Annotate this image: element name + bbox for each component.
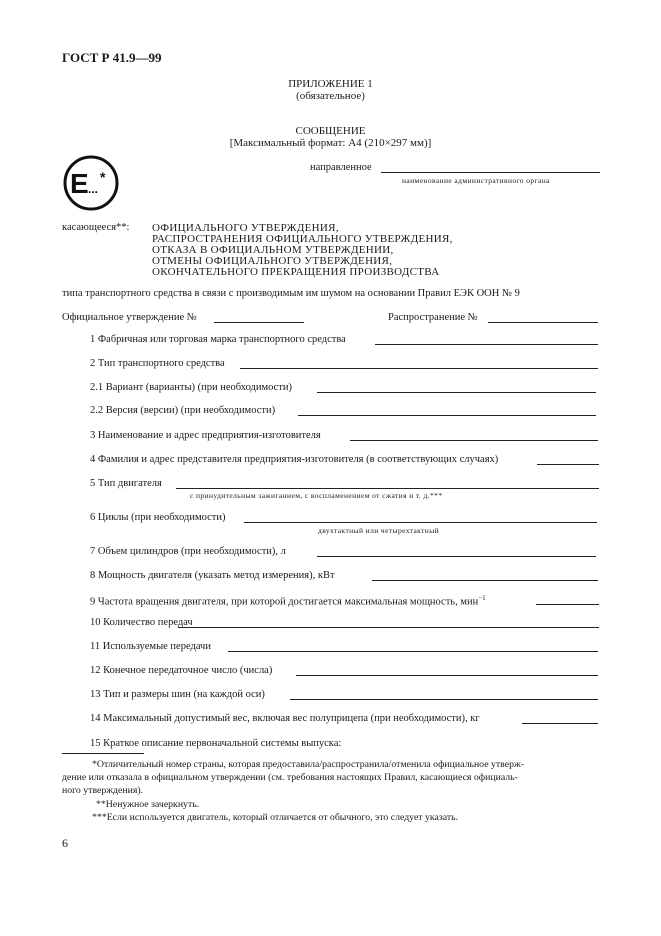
concerning-option: ОФИЦИАЛЬНОГО УТВЕРЖДЕНИЯ, (152, 222, 339, 234)
footnote-2: **Ненужное зачеркнуть. (96, 799, 200, 810)
document-code: ГОСТ Р 41.9—99 (62, 50, 162, 65)
item-10-label: 10 Количество передач (90, 617, 193, 628)
item-5-field[interactable] (176, 488, 599, 489)
item-3-field[interactable] (350, 440, 598, 441)
concerning-option: ОКОНЧАТЕЛЬНОГО ПРЕКРАЩЕНИЯ ПРОИЗВОДСТВА (152, 266, 440, 278)
rpm-superscript: −1 (478, 594, 486, 602)
item-4-field[interactable] (537, 464, 599, 465)
item-6-field[interactable] (244, 522, 597, 523)
item-10-field[interactable] (178, 627, 599, 628)
item-1-field[interactable] (375, 344, 598, 345)
approval-mark-dots: ... (88, 182, 99, 196)
footnote-1-line-3: ного утверждения). (62, 785, 144, 796)
concerning-option: РАСПРОСТРАНЕНИЯ ОФИЦИАЛЬНОГО УТВЕРЖДЕНИЯ, (152, 233, 453, 245)
concerning-option: ОТМЕНЫ ОФИЦИАЛЬНОГО УТВЕРЖДЕНИЯ, (152, 255, 393, 267)
item-6-label: 6 Циклы (при необходимости) (90, 512, 226, 523)
item-2-1-field[interactable] (317, 392, 596, 393)
approval-mark-letter: E (70, 168, 89, 199)
cycles-hint: двухтактный или четырехтактный (318, 526, 440, 535)
item-7-field[interactable] (317, 556, 596, 557)
footnote-3: ***Если используется двигатель, который отличается от обычного, это следует указать. (92, 812, 459, 823)
item-13-field[interactable] (290, 699, 598, 700)
item-14-field[interactable] (522, 723, 598, 724)
item-8-field[interactable] (372, 580, 598, 581)
extension-number-field[interactable] (488, 322, 598, 323)
item-1-label: 1 Фабричная или торговая марка транспортного средства (90, 334, 346, 345)
message-format: [Максимальный формат: А4 (210×297 мм)] (229, 137, 432, 149)
addressee-label: направленное (310, 162, 372, 173)
addressee-field[interactable] (381, 172, 600, 173)
item-12-label: 12 Конечное передаточное число (числа) (90, 665, 273, 676)
message-title: СООБЩЕНИЕ (295, 125, 366, 137)
item-11-label: 11 Используемые передачи (90, 641, 211, 652)
concerning-option: ОТКАЗА В ОФИЦИАЛЬНОМ УТВЕРЖДЕНИИ, (152, 244, 394, 256)
item-2-1-label: 2.1 Вариант (варианты) (при необходимости) (90, 382, 293, 393)
addressee-hint: наименование административного органа (402, 176, 550, 185)
footnote-1-line-2: дение или отказала в официальном утверждении (см. требования настоящих Правил, касающиеся официаль- (62, 772, 518, 783)
item-7-label: 7 Объем цилиндров (при необходимости), л (90, 546, 286, 557)
item-3-label: 3 Наименование и адрес предприятия-изготовителя (90, 430, 321, 441)
item-2-field[interactable] (240, 368, 598, 369)
item-11-field[interactable] (228, 651, 598, 652)
approval-mark-icon (62, 154, 120, 212)
footnote-1-line-1: *Отличительный номер страны, которая предоставила/распространила/отменила официальное утверж- (92, 759, 525, 770)
item-9-text: 9 Частота вращения двигателя, при которой достигается максимальная мощность, мин (90, 596, 479, 608)
item-14-label: 14 Максимальный допустимый вес, включая вес полуприцепа (при необходимости), кг (90, 713, 480, 724)
concerning-label: касающееся**: (62, 222, 130, 233)
item-4-label: 4 Фамилия и адрес представителя предприятия-изготовителя (в соответствующих случаях) (90, 454, 499, 465)
extension-number-label: Распространение № (388, 312, 478, 323)
page-number: 6 (62, 836, 68, 850)
appendix-title: ПРИЛОЖЕНИЕ 1 (288, 78, 373, 90)
item-9-label (90, 594, 486, 608)
engine-type-hint: с принудительным зажиганием, с воспламенением от сжатия и т. д.*** (190, 491, 443, 500)
item-15-label: 15 Краткое описание первоначальной системы выпуска: (90, 738, 342, 749)
approval-mark-star: * (100, 169, 106, 185)
item-2-label: 2 Тип транспортного средства (90, 358, 225, 369)
item-5-label: 5 Тип двигателя (90, 478, 162, 489)
approval-number-label: Официальное утверждение № (62, 312, 197, 323)
appendix-subtitle: (обязательное) (296, 90, 365, 102)
item-2-2-label: 2.2 Версия (версии) (при необходимости) (90, 405, 276, 416)
footnote-separator (62, 753, 144, 754)
item-13-label: 13 Тип и размеры шин (на каждой оси) (90, 689, 265, 700)
item-2-2-field[interactable] (298, 415, 596, 416)
item-9-field[interactable] (536, 604, 599, 605)
item-12-field[interactable] (296, 675, 598, 676)
item-8-label: 8 Мощность двигателя (указать метод измерения), кВт (90, 570, 335, 581)
vehicle-type-text: типа транспортного средства в связи с производимым им шумом на основании Правил ЕЭК ООН № 9 (62, 288, 520, 299)
approval-number-field[interactable] (214, 322, 304, 323)
